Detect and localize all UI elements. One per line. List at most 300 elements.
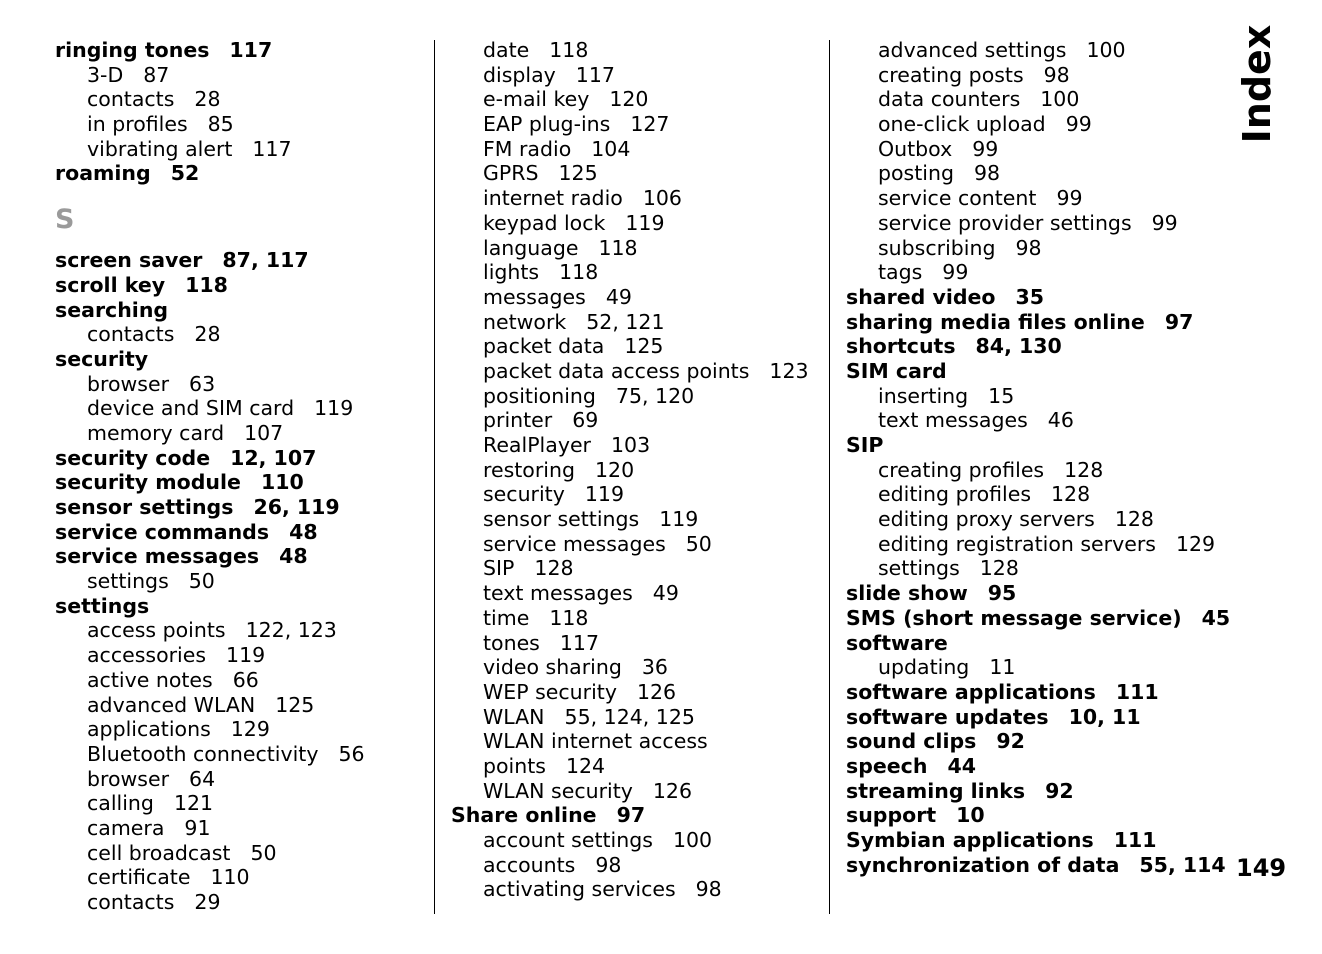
entry-term: messages xyxy=(483,284,586,309)
entry-pages: 48 xyxy=(289,519,318,544)
index-subentry xyxy=(451,680,811,705)
entry-term: Bluetooth connectivity xyxy=(87,741,319,766)
entry-term: WEP security xyxy=(483,679,617,704)
index-entry xyxy=(846,631,1226,656)
entry-term: advanced WLAN xyxy=(87,692,256,717)
index-subentry xyxy=(846,507,1226,532)
entry-pages: 117 xyxy=(575,62,615,87)
index-subentry xyxy=(846,532,1226,557)
entry-pages: 52, 121 xyxy=(586,309,665,334)
entry-term: activating services xyxy=(483,877,676,902)
entry-pages: 66 xyxy=(232,667,259,692)
entry-pages: 123 xyxy=(769,358,809,383)
entry-pages: 125 xyxy=(275,692,315,717)
entry-pages: 129 xyxy=(230,717,270,742)
index-entry xyxy=(55,470,415,495)
entry-pages: 117 xyxy=(229,38,273,62)
entry-term: Symbian applications xyxy=(846,828,1094,852)
entry-pages: 92 xyxy=(996,729,1025,754)
entry-pages: 100 xyxy=(1040,87,1080,112)
index-subentry xyxy=(55,372,415,397)
entry-term: software updates xyxy=(846,704,1049,729)
entry-pages: 106 xyxy=(642,186,682,211)
entry-term: data counters xyxy=(878,87,1021,112)
index-subentry xyxy=(55,396,415,421)
index-entry xyxy=(846,433,1226,458)
index-subentry xyxy=(451,877,811,902)
entry-term: WLAN xyxy=(483,704,545,729)
entry-term: advanced settings xyxy=(878,38,1067,62)
entry-term: support xyxy=(846,803,937,828)
index-subentry xyxy=(846,482,1226,507)
index-entry xyxy=(55,594,415,619)
entry-term: inserting xyxy=(878,383,969,408)
index-subentry xyxy=(55,112,415,137)
entry-pages: 92 xyxy=(1045,778,1074,803)
entry-term: accounts xyxy=(483,852,576,877)
index-entry xyxy=(55,520,415,545)
index-column-3 xyxy=(846,38,1231,877)
index-subentry xyxy=(846,655,1226,680)
entry-pages: 99 xyxy=(942,260,969,285)
entry-pages: 128 xyxy=(1064,457,1104,482)
entry-pages: 118 xyxy=(598,235,638,260)
entry-pages: 55, 114 xyxy=(1139,852,1226,877)
entry-term: memory card xyxy=(87,420,225,445)
entry-pages: 95 xyxy=(987,581,1017,606)
entry-pages: 28 xyxy=(194,322,221,347)
entry-pages: 98 xyxy=(695,877,722,902)
entry-pages: 111 xyxy=(1115,679,1159,704)
index-entry xyxy=(846,729,1226,754)
entry-pages: 128 xyxy=(1114,507,1154,532)
entry-pages: 126 xyxy=(652,778,693,803)
entry-term: contacts xyxy=(87,322,175,347)
entry-pages: 125 xyxy=(558,161,598,186)
entry-pages: 48 xyxy=(279,544,308,569)
entry-pages: 52 xyxy=(170,161,200,186)
entry-pages: 98 xyxy=(595,852,622,877)
index-subentry xyxy=(451,507,811,532)
entry-pages: 119 xyxy=(314,396,354,421)
entry-term: service content xyxy=(878,186,1037,211)
entry-pages: 49 xyxy=(605,284,632,309)
entry-pages: 29 xyxy=(194,890,221,914)
entry-pages: 84, 130 xyxy=(975,334,1062,359)
entry-pages: 49 xyxy=(652,581,679,606)
entry-term: browser xyxy=(87,766,170,791)
entry-term: settings xyxy=(87,569,169,594)
index-entry xyxy=(55,544,415,569)
entry-term: GPRS xyxy=(483,161,539,186)
index-entry xyxy=(55,298,415,323)
entry-term: packet data xyxy=(483,334,605,359)
entry-term: scroll key xyxy=(55,272,166,297)
entry-term: internet radio xyxy=(483,186,623,211)
index-subentry xyxy=(451,556,811,581)
index-subentry xyxy=(846,161,1226,186)
entry-term: updating xyxy=(878,655,970,680)
entry-term: speech xyxy=(846,753,928,778)
index-subentry xyxy=(846,137,1226,162)
index-subentry xyxy=(451,63,811,88)
entry-term: one-click upload xyxy=(878,112,1046,137)
entry-term: Share online xyxy=(451,803,597,828)
index-subentry xyxy=(55,63,415,88)
entry-pages: 35 xyxy=(1015,284,1045,309)
entry-term: service commands xyxy=(55,519,270,544)
index-entry xyxy=(846,828,1226,853)
index-subentry xyxy=(451,137,811,162)
entry-pages: 85 xyxy=(207,112,234,137)
section-letter: S xyxy=(55,204,75,236)
entry-term: browser xyxy=(87,371,170,396)
index-entry xyxy=(846,334,1226,359)
index-entry xyxy=(846,705,1226,730)
index-entry xyxy=(55,248,415,273)
index-entry xyxy=(55,273,415,298)
entry-term: display xyxy=(483,62,556,87)
entry-pages: 119 xyxy=(625,210,665,235)
index-subentry xyxy=(55,791,415,816)
index-entry xyxy=(55,347,415,372)
entry-term: security module xyxy=(55,470,241,495)
index-subentry xyxy=(451,631,811,656)
entry-pages: 10 xyxy=(956,803,985,828)
index-subentry xyxy=(451,729,811,754)
entry-term: security xyxy=(55,346,149,371)
entry-term: access points xyxy=(87,618,226,643)
index-entry xyxy=(846,359,1226,384)
index-subentry xyxy=(451,779,811,804)
index-subentry xyxy=(451,310,811,335)
entry-term: tones xyxy=(483,630,540,655)
entry-term: service provider settings xyxy=(878,210,1132,235)
index-subentry xyxy=(451,581,811,606)
entry-term: shortcuts xyxy=(846,334,956,359)
entry-pages: 28 xyxy=(194,87,221,112)
entry-pages: 100 xyxy=(1086,38,1126,62)
entry-pages: 104 xyxy=(591,136,631,161)
entry-term: text messages xyxy=(878,408,1028,433)
index-entry xyxy=(55,38,415,63)
column-divider xyxy=(434,40,435,914)
entry-term: printer xyxy=(483,408,553,433)
entry-term: editing proxy servers xyxy=(878,507,1095,532)
entry-term: EAP plug-ins xyxy=(483,112,611,137)
index-subentry xyxy=(451,112,811,137)
entry-term: Outbox xyxy=(878,136,953,161)
entry-pages: 26, 119 xyxy=(253,495,340,519)
entry-pages: 11 xyxy=(989,655,1016,680)
index-subentry xyxy=(451,161,811,186)
entry-term: software xyxy=(846,630,948,655)
entry-pages: 98 xyxy=(973,161,1001,186)
index-subentry xyxy=(55,668,415,693)
page-number: 149 xyxy=(1236,854,1287,882)
entry-term: calling xyxy=(87,791,154,816)
index-entry xyxy=(846,853,1226,878)
entry-pages: 97 xyxy=(616,803,646,828)
entry-pages: 63 xyxy=(189,371,216,396)
section-title: Index xyxy=(1235,24,1279,144)
entry-term: device and SIM card xyxy=(87,396,295,421)
entry-term: positioning xyxy=(483,383,596,408)
index-column-2 xyxy=(451,38,811,902)
entry-pages: 128 xyxy=(534,556,574,581)
entry-term: lights xyxy=(483,260,540,285)
index-subentry xyxy=(846,38,1226,63)
index-entry xyxy=(846,754,1226,779)
index-subentry xyxy=(55,322,415,347)
index-subentry xyxy=(55,643,415,668)
entry-pages: 117 xyxy=(252,136,292,161)
entry-pages: 118 xyxy=(185,272,228,297)
entry-pages: 75, 120 xyxy=(615,383,695,408)
entry-term: editing registration servers xyxy=(878,531,1156,556)
entry-term: active notes xyxy=(87,667,213,692)
entry-pages: 125 xyxy=(624,334,664,359)
entry-pages: 50 xyxy=(685,531,712,556)
entry-pages: 87 xyxy=(143,62,170,87)
index-subentry xyxy=(451,260,811,285)
index-subentry xyxy=(55,841,415,866)
entry-pages: 98 xyxy=(1043,62,1070,87)
index-entry xyxy=(55,161,415,186)
entry-pages: 110 xyxy=(210,865,250,890)
index-subentry xyxy=(846,408,1226,433)
index-entry xyxy=(846,310,1226,335)
entry-term: shared video xyxy=(846,284,996,309)
index-subentry xyxy=(55,767,415,792)
entry-term: cell broadcast xyxy=(87,840,231,865)
entry-term: streaming links xyxy=(846,778,1026,803)
entry-pages: 99 xyxy=(972,136,999,161)
index-subentry xyxy=(451,606,811,631)
entry-term: 3-D xyxy=(87,62,124,87)
entry-pages: 119 xyxy=(226,643,266,668)
entry-pages: 119 xyxy=(659,507,699,532)
entry-pages: 98 xyxy=(1015,235,1042,260)
entry-pages: 127 xyxy=(630,112,670,137)
entry-term: sensor settings xyxy=(55,495,234,519)
entry-term: sharing media files online xyxy=(846,309,1145,334)
index-subentry xyxy=(451,458,811,483)
entry-term: contacts xyxy=(87,890,175,914)
entry-term: network xyxy=(483,309,567,334)
entry-pages: 122, 123 xyxy=(245,618,337,643)
entry-term: SIP xyxy=(483,556,515,581)
entry-term: service messages xyxy=(483,531,666,556)
entry-pages: 100 xyxy=(672,828,713,852)
entry-pages: 107 xyxy=(244,420,284,445)
entry-term: searching xyxy=(55,297,169,322)
index-entry xyxy=(846,581,1226,606)
entry-term: language xyxy=(483,235,579,260)
entry-pages: 44 xyxy=(947,753,976,778)
entry-term: creating profiles xyxy=(878,457,1045,482)
index-subentry xyxy=(451,655,811,680)
entry-pages: 118 xyxy=(559,260,599,285)
index-entry xyxy=(55,495,415,520)
entry-pages: 117 xyxy=(559,630,600,655)
index-subentry xyxy=(451,408,811,433)
index-entry xyxy=(846,803,1226,828)
entry-term: video sharing xyxy=(483,655,622,680)
entry-term: in profiles xyxy=(87,112,188,137)
index-subentry xyxy=(451,433,811,458)
entry-term: keypad lock xyxy=(483,210,606,235)
entry-pages: 118 xyxy=(549,605,589,630)
entry-pages: 15 xyxy=(988,383,1015,408)
index-entry xyxy=(55,446,415,471)
index-subentry xyxy=(846,63,1226,88)
index-subentry xyxy=(846,186,1226,211)
index-subentry xyxy=(55,816,415,841)
index-subentry xyxy=(451,211,811,236)
entry-pages: 45 xyxy=(1201,605,1231,630)
entry-term: posting xyxy=(878,161,954,186)
entry-pages: 111 xyxy=(1113,828,1157,852)
index-subentry xyxy=(451,359,811,384)
entry-pages: 119 xyxy=(584,482,624,507)
entry-pages: 120 xyxy=(594,457,635,482)
entry-term: e-mail key xyxy=(483,87,590,112)
entry-term: slide show xyxy=(846,581,968,606)
index-subentry xyxy=(846,556,1226,581)
index-subentry xyxy=(55,137,415,162)
entry-pages: 126 xyxy=(636,679,677,704)
entry-term: SMS (short message service) xyxy=(846,605,1182,630)
entry-term: tags xyxy=(878,260,923,285)
entry-term: sound clips xyxy=(846,729,977,754)
entry-pages: 12, 107 xyxy=(230,445,317,470)
index-subentry xyxy=(55,421,415,446)
index-subentry xyxy=(451,285,811,310)
index-subentry xyxy=(451,828,811,853)
entry-term: RealPlayer xyxy=(483,433,591,457)
index-subentry xyxy=(55,693,415,718)
entry-term: settings xyxy=(878,556,960,581)
index-subentry xyxy=(55,717,415,742)
index-subentry xyxy=(846,112,1226,137)
entry-term: software applications xyxy=(846,679,1096,704)
entry-term: contacts xyxy=(87,87,175,112)
entry-pages: 56 xyxy=(338,741,365,766)
entry-pages: 110 xyxy=(260,470,304,495)
entry-term: settings xyxy=(55,593,150,618)
entry-pages: 50 xyxy=(250,840,277,865)
entry-term: packet data access points xyxy=(483,358,750,383)
entry-pages: 120 xyxy=(609,87,649,112)
entry-term: sensor settings xyxy=(483,507,640,532)
entry-term: security code xyxy=(55,445,211,470)
index-subentry xyxy=(55,890,415,915)
entry-term: WLAN internet access xyxy=(483,729,708,754)
index-subentry xyxy=(451,853,811,878)
entry-term: WLAN security xyxy=(483,778,633,803)
entry-pages: 10, 11 xyxy=(1068,704,1141,729)
entry-pages: 36 xyxy=(641,655,668,680)
entry-term: SIM card xyxy=(846,358,947,383)
entry-term: camera xyxy=(87,815,165,840)
index-entry xyxy=(846,285,1226,310)
entry-term: FM radio xyxy=(483,136,572,161)
index-entry xyxy=(846,605,1231,631)
index-subentry xyxy=(451,754,811,779)
entry-pages: 99 xyxy=(1151,210,1178,235)
entry-term: screen saver xyxy=(55,248,203,273)
entry-term: vibrating alert xyxy=(87,136,233,161)
index-subentry xyxy=(846,211,1226,236)
entry-term: text messages xyxy=(483,581,633,606)
entry-term: ringing tones xyxy=(55,38,210,62)
index-subentry xyxy=(55,569,415,594)
index-entry xyxy=(846,779,1226,804)
entry-term: service messages xyxy=(55,544,260,569)
entry-pages: 91 xyxy=(184,815,211,840)
entry-pages: 129 xyxy=(1175,531,1216,556)
index-subentry xyxy=(451,334,811,359)
entry-pages: 46 xyxy=(1047,408,1074,433)
entry-pages: 69 xyxy=(572,408,599,433)
entry-term: restoring xyxy=(483,457,575,482)
entry-pages: 87, 117 xyxy=(222,248,309,273)
index-column-1 xyxy=(55,38,415,915)
index-subentry xyxy=(55,618,415,643)
index-subentry xyxy=(451,38,811,63)
entry-term: certificate xyxy=(87,865,191,890)
index-subentry xyxy=(846,260,1226,285)
entry-term: synchronization of data xyxy=(846,852,1120,877)
entry-pages: 124 xyxy=(565,753,606,778)
column-divider xyxy=(829,40,830,914)
entry-pages: 97 xyxy=(1164,309,1194,334)
index-subentry xyxy=(451,186,811,211)
entry-term: applications xyxy=(87,717,211,742)
entry-pages: 103 xyxy=(611,433,651,457)
entry-pages: 99 xyxy=(1056,186,1083,211)
entry-term: creating posts xyxy=(878,62,1024,87)
entry-term: time xyxy=(483,605,530,630)
entry-pages: 121 xyxy=(173,791,214,816)
index-subentry xyxy=(451,384,811,409)
entry-term: account settings xyxy=(483,828,653,852)
index-subentry xyxy=(846,458,1226,483)
entry-term: subscribing xyxy=(878,235,996,260)
entry-pages: 128 xyxy=(1051,482,1091,507)
index-entry xyxy=(451,803,811,828)
index-subentry xyxy=(451,705,811,730)
entry-pages: 99 xyxy=(1065,112,1092,137)
entry-term: editing profiles xyxy=(878,482,1032,507)
index-subentry xyxy=(846,384,1226,409)
index-entry xyxy=(846,680,1226,705)
entry-pages: 55, 124, 125 xyxy=(564,704,695,729)
index-subentry xyxy=(451,87,811,112)
entry-pages: 50 xyxy=(188,569,215,594)
entry-pages: 128 xyxy=(979,556,1019,581)
entry-term: points xyxy=(483,753,546,778)
index-subentry xyxy=(451,482,811,507)
entry-term: roaming xyxy=(55,161,151,186)
index-subentry xyxy=(451,532,811,557)
index-subentry xyxy=(55,865,415,890)
entry-term: accessories xyxy=(87,643,207,668)
index-subentry xyxy=(846,236,1226,261)
index-subentry xyxy=(451,236,811,261)
index-subentry xyxy=(846,87,1226,112)
